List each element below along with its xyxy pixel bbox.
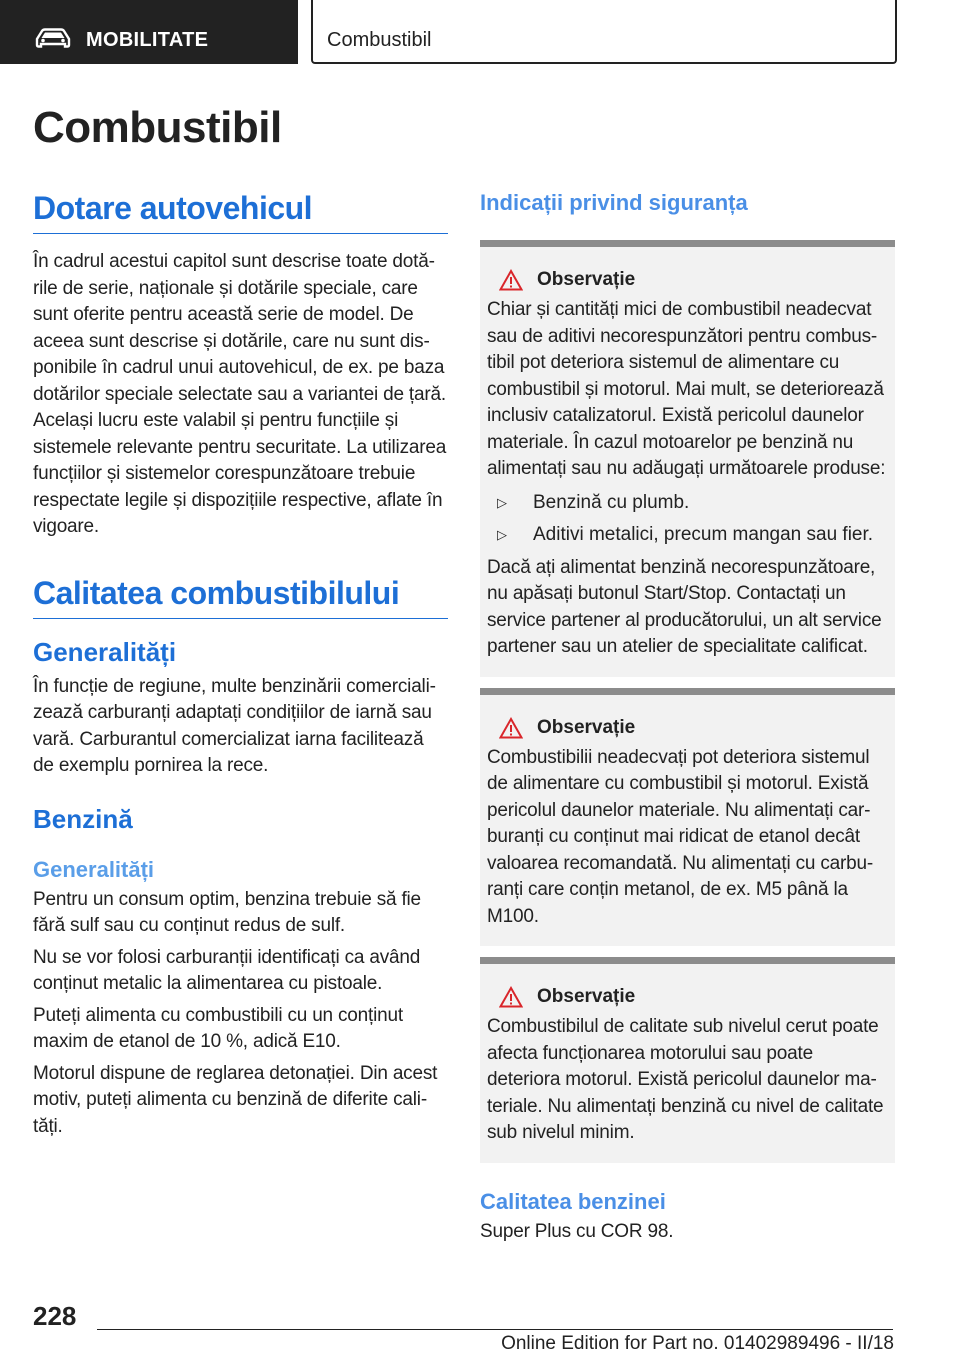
notice-box-1 xyxy=(480,240,895,677)
paragraph-calitatea-benzinei: Super Plus cu COR 98. xyxy=(480,1220,674,1242)
chapter-label: Combustibil xyxy=(327,29,432,51)
page-number: 228 xyxy=(33,1301,77,1331)
notice-title: Observație xyxy=(537,269,636,290)
heading-calitatea-benzinei: Calitatea benzinei xyxy=(480,1188,666,1214)
page-title: Combustibil xyxy=(33,103,282,152)
heading-dotare-autovehicul: Dotare autovehicul xyxy=(33,190,448,234)
paragraph-benzina-2: Nu se vor folosi carburanții identificați ca având conținut metalic la alimentarea cu pistoale. xyxy=(33,946,421,994)
notice-title: Observație xyxy=(537,986,636,1007)
chapter-header xyxy=(311,0,897,64)
left-column xyxy=(33,190,448,1140)
right-column xyxy=(480,190,895,1245)
paragraph-dotare: În cadrul acestui capitol sunt descrise toate dotările de serie, naționale și dotările speciale, care sunt oferite pentru această serie de model. De aceea sunt descrise și dotările, care nu sunt disponibile în cadrul unui autovehicul, de ex. pe baza dotărilor speciale selectate sau a variantei de țară. Același lucru este valabil și pentru funcțiile și sistemele relevante pentru securitate. La utilizarea funcțiilor și sistemelor corespunzătoare trebuie respectate legile și dispozițiile respective, aflate în vigoare. xyxy=(33,251,447,537)
triangle-bullet-icon: ▷ xyxy=(497,526,507,542)
triangle-bullet-icon: ▷ xyxy=(497,494,507,510)
heading-benzina-generalitati: Generalități xyxy=(33,856,155,882)
section-tab xyxy=(0,0,298,64)
edition-note: Online Edition for Part no. 01402989496 - II/18 xyxy=(501,1333,894,1354)
notice-text: Chiar și cantități mici de combustibil neadecvat sau de aditivi necorespunzători pentru combustibil pot deteriora sistemul de alimentare cu combustibil și motorul. Mai mult, se deteriorează inclusiv catalizatorul. Există pericolul daunelor materiale. În cazul motoarelor pe benzină nu alimentați sau nu adăugați următoarele produse: xyxy=(487,299,886,479)
heading-indicatii-siguranta: Indicații privind siguranța xyxy=(480,190,748,215)
section-label: MOBILITATE xyxy=(86,29,209,51)
warning-icon xyxy=(499,269,523,291)
paragraph-benzina-1: Pentru un consum optim, benzina trebuie să fie fără sulf sau cu conținut redus de sulf. xyxy=(33,888,421,936)
car-icon xyxy=(34,28,72,48)
notice-bullet-list xyxy=(487,487,887,551)
notice-box-3 xyxy=(480,957,895,1163)
warning-icon xyxy=(499,717,523,739)
paragraph-generalitati: În funcție de regiune, multe benzinării comercializează carburanți adaptați condițiilor de iarnă sau vară. Carburantul comercializat iarna facilitează de exemplu pornirea la rece. xyxy=(33,675,436,776)
notice-text: Combustibilii neadecvați pot deteriora sistemul de alimentare cu combustibil și motorul. Există pericolul daunelor materiale. Nu alimentați carburanți cu conținut mai ridicat de etanol decât valoarea recomandată. Nu alimentați cu carburanți care conțin metanol, de ex. M5 până la M100. xyxy=(487,746,874,927)
warning-icon xyxy=(499,986,523,1008)
notice-text-2: Dacă ați alimentat benzină necorespunzătoare, nu apăsați butonul Start/Stop. Contactați un service partener al producătorului, un alt service partener sau un atelier de specialitate calificat. xyxy=(487,556,882,657)
footer-divider xyxy=(97,1329,893,1330)
paragraph-benzina-4: Motorul dispune de reglarea detonației. Din acest motiv, puteți alimenta cu benzină de diferite calități. xyxy=(33,1062,438,1137)
notice-box-2 xyxy=(480,688,895,947)
list-item: ▷ Benzină cu plumb. xyxy=(487,487,887,519)
heading-generalitati: Generalități xyxy=(33,636,177,667)
paragraph-benzina-3: Puteți alimenta cu combustibili cu un conținut maxim de etanol de 10 %, adică E10. xyxy=(33,1004,403,1052)
notice-title: Observație xyxy=(537,716,636,738)
heading-benzina: Benzină xyxy=(33,803,133,834)
list-item: ▷ Aditivi metalici, precum mangan sau fier. xyxy=(487,519,887,551)
heading-calitatea-combustibilului: Calitatea combustibilului xyxy=(33,575,448,619)
notice-text: Combustibilul de calitate sub nivelul cerut poate afecta funcționarea motorului sau poate deteriora motorul. Există pericolul daunelor materiale. Nu alimentați benzină cu nivel de calitate sub nivelul minim. xyxy=(487,1016,884,1143)
